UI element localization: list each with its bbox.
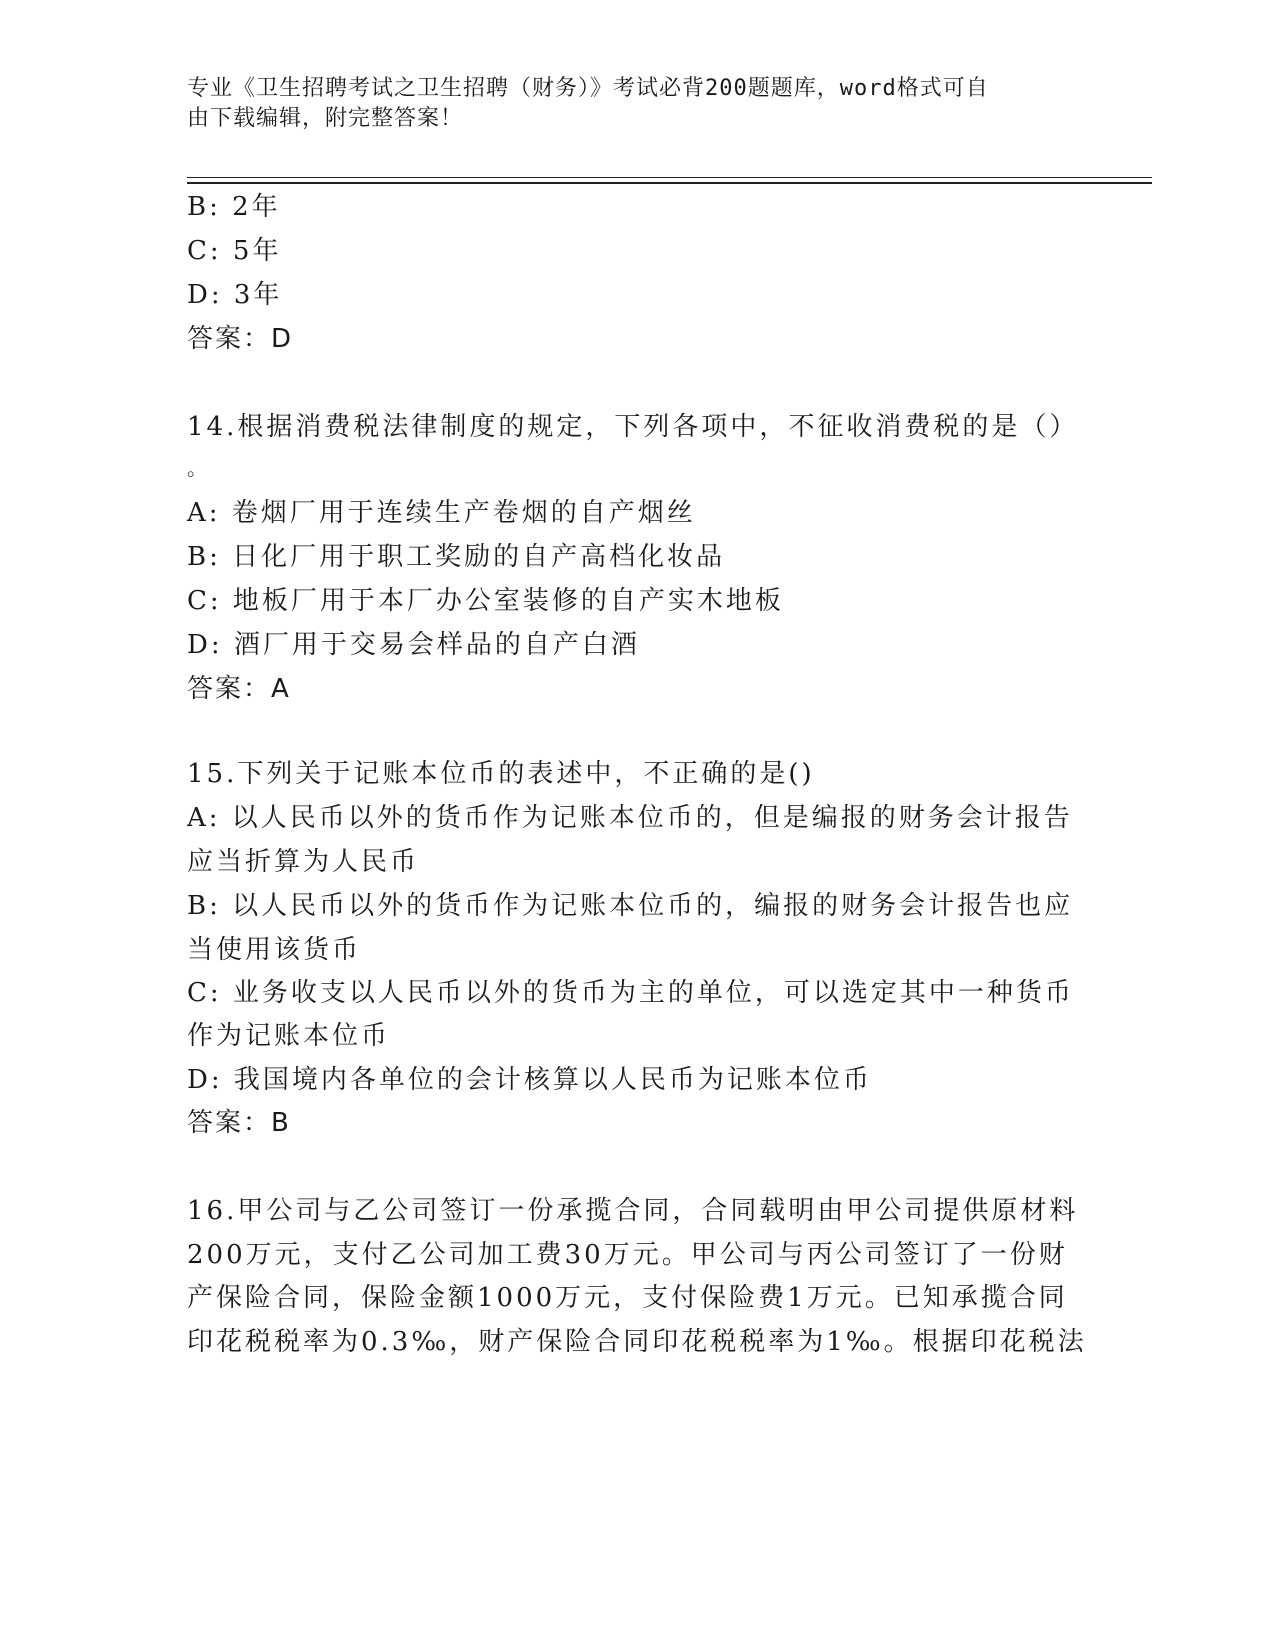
q13-answer: 答案：D [187,324,294,354]
header-line-1: 专业《卫生招聘考试之卫生招聘（财务）》考试必背200题题库，word格式可自 [187,76,989,101]
q15-question: 15.下列关于记账本位币的表述中，不正确的是() [187,759,815,789]
q15-option-b-line-2: 当使用该货币 [187,935,362,965]
q13-option-c: C: 5年 [187,236,282,266]
q15-option-a-line-1: A: 以人民币以外的货币作为记账本位币的，但是编报的财务会计报告 [187,803,1073,833]
q15-option-a-line-2: 应当折算为人民币 [187,847,420,877]
q15-option-c-line-1: C: 业务收支以人民币以外的货币为主的单位，可以选定其中一种货币 [187,978,1074,1008]
q13-option-b: B: 2年 [187,192,281,222]
q14-option-c: C: 地板厂用于本厂办公室装修的自产实木地板 [187,586,784,616]
q16-question-line-2: 200万元，支付乙公司加工费30万元。甲公司与丙公司签订了一份财 [187,1240,1068,1270]
header-divider-thick [187,182,1152,184]
document-header [187,74,1067,134]
q15-option-d: D: 我国境内各单位的会计核算以人民币为记账本位币 [187,1065,872,1095]
q15-answer: 答案：B [187,1108,291,1138]
header-line-2: 由下载编辑，附完整答案！ [187,106,464,131]
q14-question-line-2: 。 [187,456,210,480]
q16-question-line-3: 产保险合同，保险金额1000万元，支付保险费1万元。已知承揽合同 [187,1283,1068,1313]
q13-option-d: D: 3年 [187,280,283,310]
q15-option-c-line-2: 作为记账本位币 [187,1021,391,1051]
q16-question-line-1: 16.甲公司与乙公司签订一份承揽合同，合同载明由甲公司提供原材料 [187,1196,1079,1226]
q14-option-a: A: 卷烟厂用于连续生产卷烟的自产烟丝 [187,498,696,528]
q16-question-line-4: 印花税税率为0.3‰，财产保险合同印花税税率为1‰。根据印花税法 [187,1327,1087,1357]
q14-option-d: D: 酒厂用于交易会样品的自产白酒 [187,630,640,660]
q14-option-b: B: 日化厂用于职工奖励的自产高档化妆品 [187,542,726,572]
header-divider-thin [187,177,1152,178]
q14-question-line-1: 14.根据消费税法律制度的规定，下列各项中，不征收消费税的是（） [187,412,1079,442]
q14-answer: 答案：A [187,674,291,704]
q15-option-b-line-1: B: 以人民币以外的货币作为记账本位币的，编报的财务会计报告也应 [187,891,1074,921]
